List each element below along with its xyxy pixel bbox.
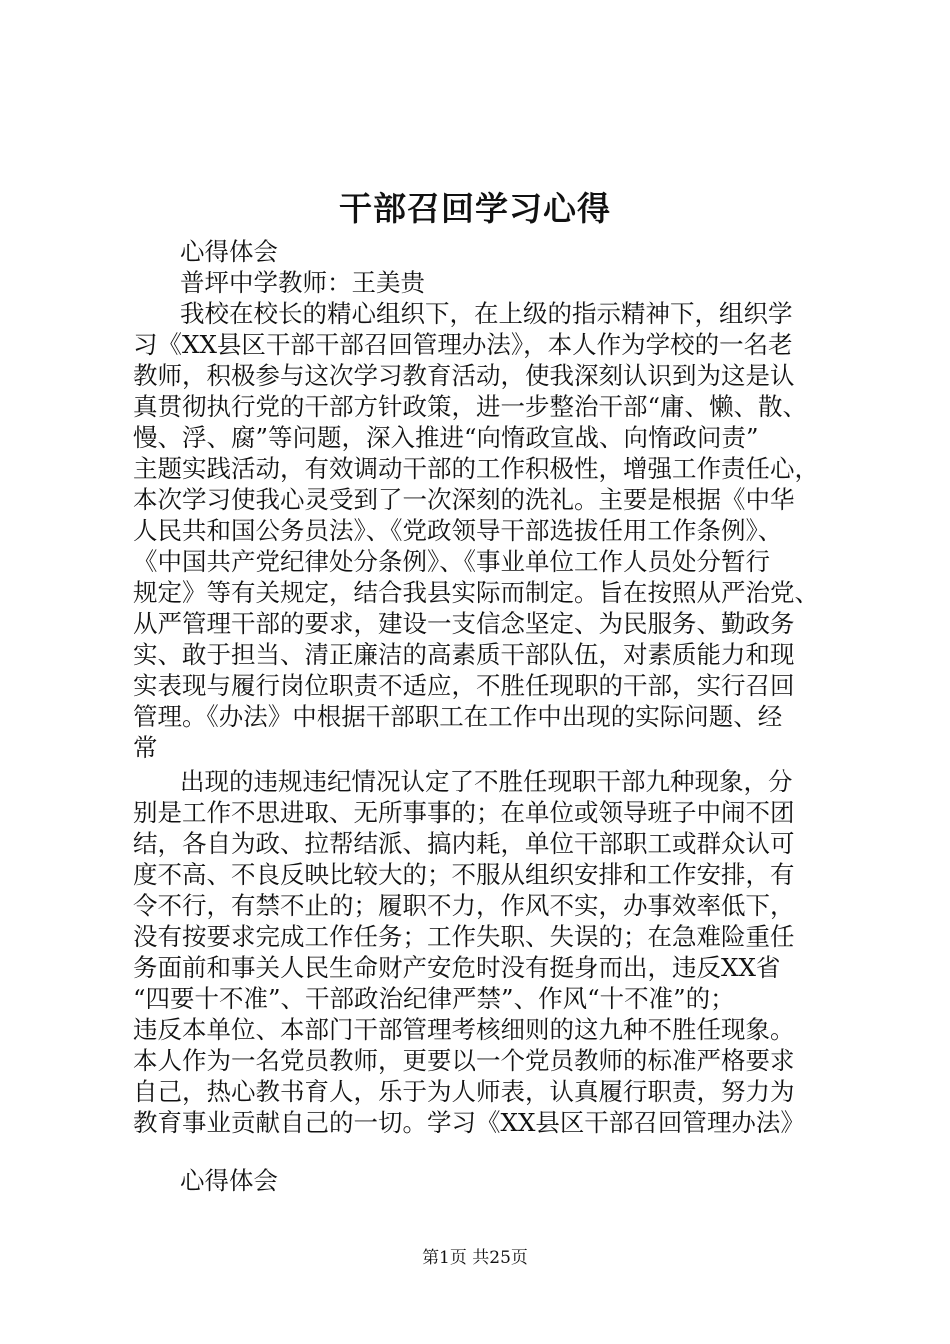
text-line: 务面前和事关人民生命财产安危时没有挺身而出，违反XX省 (133, 953, 781, 982)
text-line: 结，各自为政、拉帮结派、搞内耗，单位干部职工或群众认可 (133, 829, 795, 858)
closing-heading: 心得体会 (180, 1166, 278, 1195)
text-line: 本人作为一名党员教师，更要以一个党员教师的标准严格要求 (133, 1046, 795, 1075)
text-line: 规定》等有关规定，结合我县实际而制定。旨在按照从严治党、 (133, 578, 819, 607)
text-line: “四要十不准”、干部政治纪律严禁”、作风“十不准”的； (133, 984, 735, 1013)
text-line: 我校在校长的精心组织下，在上级的指示精神下，组织学 (180, 299, 793, 328)
text-line: 出现的违规违纪情况认定了不胜任现职干部九种现象，分 (180, 767, 793, 796)
text-line: 主题实践活动，有效调动干部的工作积极性，增强工作责任心， (133, 454, 819, 483)
text-line: 实表现与履行岗位职责不适应，不胜任现职的干部，实行召回 (133, 671, 795, 700)
document-title: 干部召回学习心得 (339, 189, 611, 228)
text-line: 真贯彻执行党的干部方针政策，进一步整治干部“庸、懒、散、 (133, 392, 808, 421)
text-line: 实、敢于担当、清正廉洁的高素质干部队伍，对素质能力和现 (133, 640, 795, 669)
text-line: 管理。《办法》中根据干部职工在工作中出现的实际问题、经 (133, 702, 783, 731)
text-line: 习《XX县区干部干部召回管理办法》，本人作为学校的一名老 (133, 330, 793, 359)
text-line: 《中国共产党纪律处分条例》、《事业单位工作人员处分暂行 (133, 547, 770, 576)
text-line: 教育事业贡献自己的一切。学习《XX县区干部召回管理办法》 (133, 1108, 805, 1137)
page-footer: 第1页 共25页 (422, 1248, 528, 1268)
text-line: 常 (133, 733, 158, 762)
text-line: 没有按要求完成工作任务；工作失职、失误的；在急难险重任 (133, 922, 795, 951)
author-line: 普坪中学教师：王美贵 (180, 268, 425, 297)
text-line: 自己，热心教书育人，乐于为人师表，认真履行职责，努力为 (133, 1077, 795, 1106)
text-line: 令不行，有禁不止的；履职不力，作风不实，办事效率低下， (133, 891, 795, 920)
text-line: 人民共和国公务员法》、《党政领导干部选拔任用工作条例》、 (133, 516, 783, 545)
text-line: 度不高、不良反映比较大的；不服从组织安排和工作安排，有 (133, 860, 795, 889)
text-line: 本次学习使我心灵受到了一次深刻的洗礼。主要是根据《中华 (133, 485, 795, 514)
text-line: 慢、浮、腐”等问题，深入推进“向惰政宣战、向惰政问责” (133, 423, 759, 452)
section-heading: 心得体会 (180, 237, 278, 266)
text-line: 违反本单位、本部门干部管理考核细则的这九种不胜任现象。 (133, 1015, 795, 1044)
text-line: 教师，积极参与这次学习教育活动，使我深刻认识到为这是认 (133, 361, 795, 390)
text-line: 从严管理干部的要求，建设一支信念坚定、为民服务、勤政务 (133, 609, 795, 638)
text-line: 别是工作不思进取、无所事事的；在单位或领导班子中闹不团 (133, 798, 795, 827)
